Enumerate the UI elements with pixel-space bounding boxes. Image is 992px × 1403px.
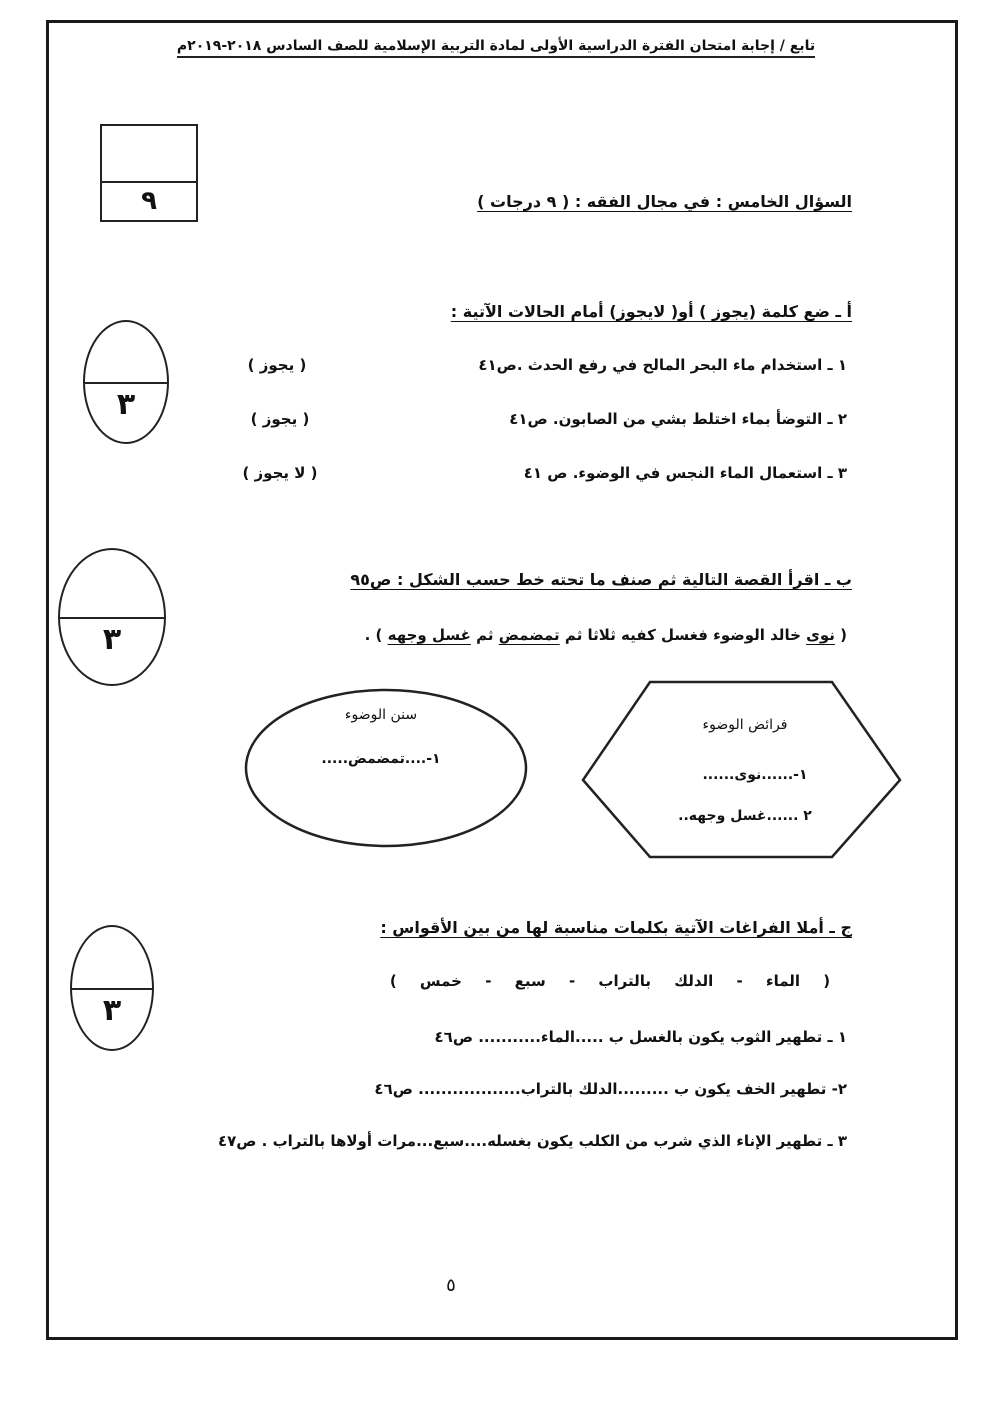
question-title: السؤال الخامس : في مجال الفقه : ( ٩ درجات ): [477, 192, 852, 211]
section-a-answer-2: ( يجوز ): [250, 410, 310, 428]
section-c-item-3: ٣ ـ تطهير الإناء الذي شرب من الكلب يكون بغسله....سبع...مرات أولاها بالتراب . ص٤٧: [217, 1132, 847, 1150]
section-a-score-oval: [83, 320, 169, 444]
section-c-title: ج ـ أملا الفراغات الآتية بكلمات مناسبة لها من بين الأقواس :: [380, 918, 852, 937]
story-word-ghasl: غسل وجهه: [387, 626, 471, 644]
faraid-title: فرائض الوضوء: [702, 717, 788, 733]
section-a-title: أ ـ ضع كلمة (يجوز ) أو( لايجوز) أمام الحالات الآتية :: [450, 302, 852, 321]
section-a-item-2: ٢ ـ التوضأ بماء اختلط بشي من الصابون. ص٤١: [509, 410, 847, 428]
section-c-item-2: ٢- تطهير الخف يكون ب .........الدلك بالتراب.................. ص٤٦: [374, 1080, 847, 1098]
sunan-title: سنن الوضوء: [344, 707, 418, 723]
story-word-madmada: تمضمض: [498, 626, 560, 644]
section-c-score-oval: [70, 925, 154, 1051]
section-b-story: ( نوى خالد الوضوء فغسل كفيه ثلاثا ثم تمضمض ثم غسل وجهه ) .: [364, 626, 847, 644]
section-b-score-oval: [58, 548, 166, 686]
section-a-answer-3: ( لا يجوز ): [242, 464, 318, 482]
faraid-line-2: ٢ ......غسل وجهه..: [678, 808, 812, 824]
section-b-score: ٣: [102, 622, 122, 658]
total-score-box: [100, 124, 198, 222]
section-c-item-1: ١ ـ تطهير الثوب يكون بالغسل ب .....الماء........... ص٤٦: [434, 1028, 847, 1046]
section-a-item-3: ٣ ـ استعمال الماء النجس في الوضوء. ص ٤١: [523, 464, 847, 482]
section-a-item-1: ١ ـ استخدام ماء البحر المالح في رفع الحدث .ص٤١: [478, 356, 847, 374]
section-b-title: ب ـ اقرأ القصة التالية ثم صنف ما تحته خط حسب الشكل : ص٩٥: [350, 570, 852, 589]
page-header: تابع / إجابة امتحان الفترة الدراسية الأولى لمادة التربية الإسلامية للصف السادس ٢٠١٨-٢٠١٩م: [0, 38, 992, 58]
section-a-answer-1: ( يجوز ): [247, 356, 307, 374]
section-a-score: ٣: [116, 386, 136, 422]
sunan-line-1: ١-....تمضمض.....: [321, 751, 441, 767]
section-c-options: ( الماء - الدلك بالتراب - سبع - خمس ): [389, 972, 831, 990]
section-c-score: ٣: [102, 992, 122, 1028]
faraid-line-1: ١-......نوى......: [702, 767, 808, 783]
story-word-niya: نوى: [806, 626, 835, 644]
total-score: ٩: [141, 186, 157, 216]
page-number: ٥: [446, 1275, 456, 1296]
